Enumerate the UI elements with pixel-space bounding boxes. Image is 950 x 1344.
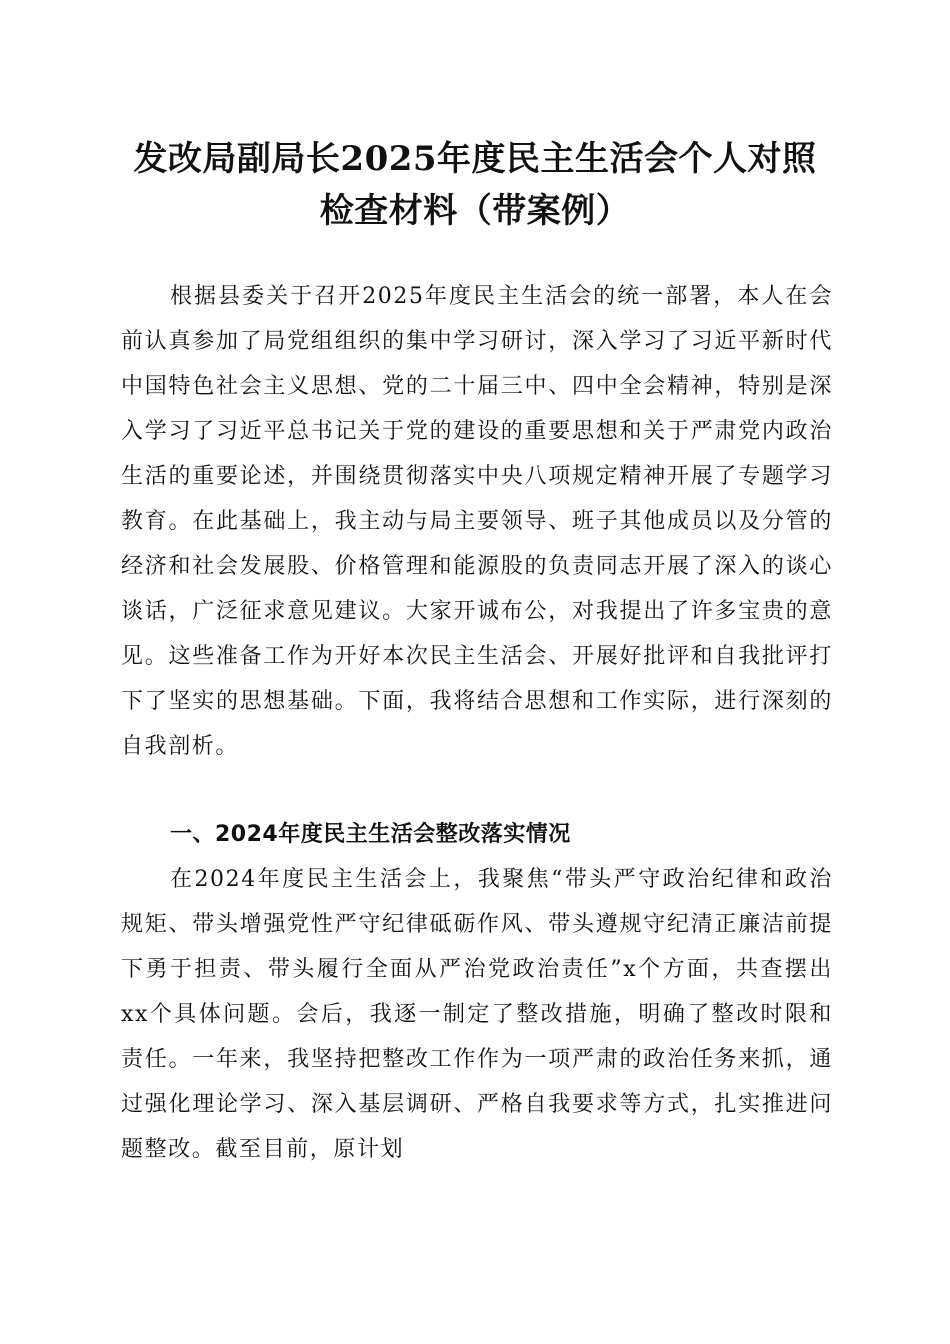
document-title-line-2: 检查材料（带案例）	[319, 191, 631, 231]
section-heading-1: 一、2024年度民主生活会整改落实情况	[170, 822, 571, 847]
document-title	[100, 133, 850, 237]
intro-paragraph: 根据县委关于召开2025年度民主生活会的统一部署，本人在会前认真参加了局党组组织的集中学习研讨，深入学习了习近平新时代中国特色社会主义思想、党的二十届三中、四中全会精神，特别是深入学习了习近平总书记关于党的建设的重要思想和关于严肃党内政治生活的重要论述，并围绕贯彻落实中央八项规定精神开展了专题学习教育。在此基础上，我主动与局主要领导、班子其他成员以及分管的经济和社会发展股、价格管理和能源股的负责同志开展了深入的谈心谈话，广泛征求意见建议。大家开诚布公，对我提出了许多宝贵的意见。这些准备工作为开好本次民主生活会、开展好批评和自我批评打下了坚实的思想基础。下面，我将结合思想和工作实际，进行深刻的自我剖析。	[121, 284, 833, 759]
document-title-line-1: 发改局副局长2025年度民主生活会个人对照	[133, 139, 817, 179]
section-1-paragraph: 在2024年度民主生活会上，我聚焦“带头严守政治纪律和政治规矩、带头增强党性严守纪律砥砺作风、带头遵规守纪清正廉洁前提下勇于担责、带头履行全面从严治党政治责任”x个方面，共查摆出xx个具体问题。会后，我逐一制定了整改措施，明确了整改时限和责任。一年来，我坚持把整改工作作为一项严肃的政治任务来抓，通过强化理论学习、深入基层调研、严格自我要求等方式，扎实推进问题整改。截至目前，原计划	[121, 867, 833, 1162]
